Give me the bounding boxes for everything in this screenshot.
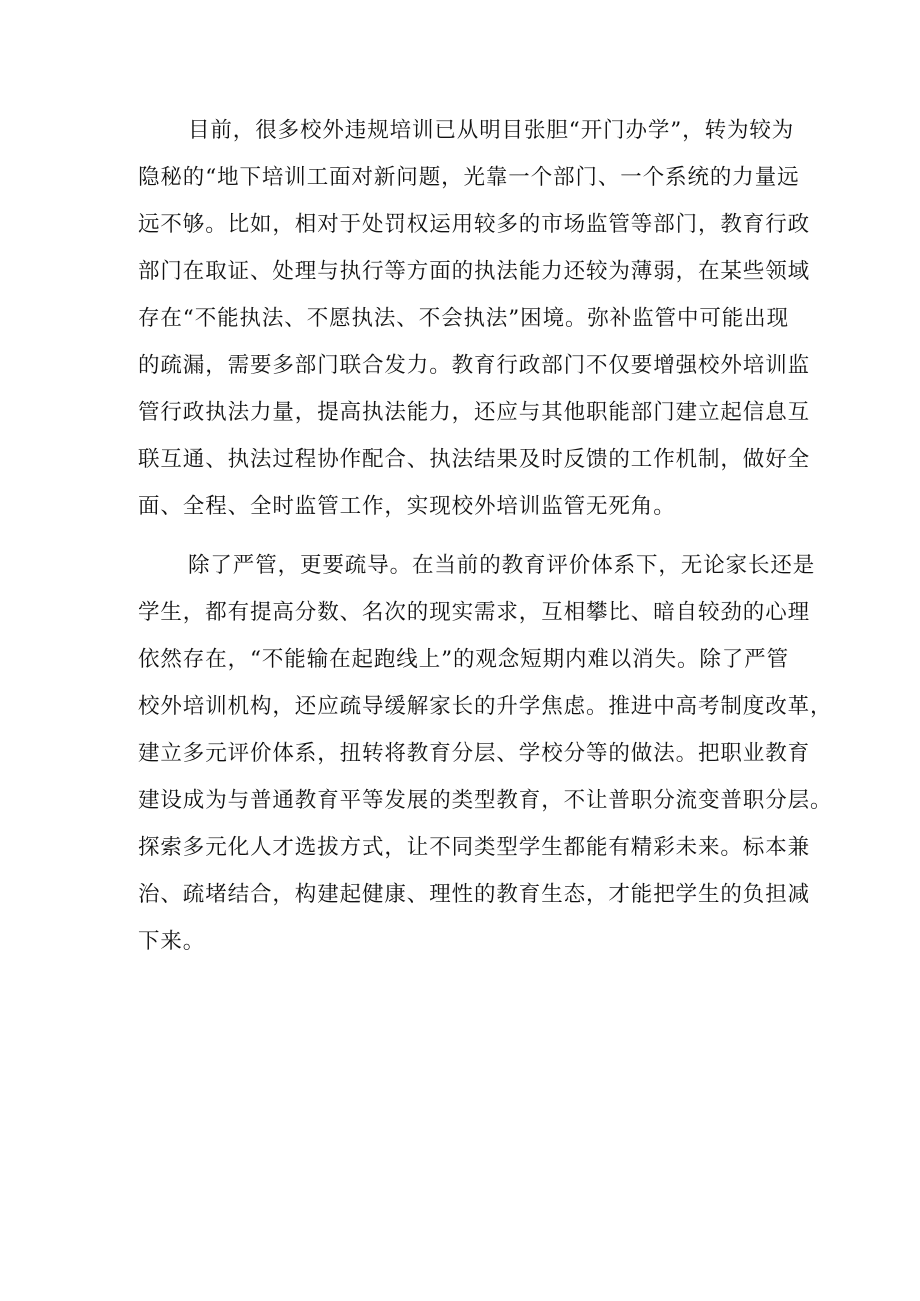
- paragraph-2-line-5: 建立多元评价体系，扭转将教育分层、学校分等的做法。把职业教育: [138, 741, 811, 766]
- paragraph-1-line-2: 隐秘的“地下培训工面对新问题，光靠一个部门、一个系统的力量远: [138, 165, 800, 190]
- paragraph-2-line-6: 建设成为与普通教育平等发展的类型教育，不让普职分流变普职分层。: [138, 788, 833, 813]
- paragraph-1-line-6: 的疏漏，需要多部门联合发力。教育行政部门不仅要增强校外培训监: [138, 353, 811, 378]
- paragraph-1-line-4: 部门在取证、处理与执行等方面的执法能力还较为薄弱，在某些领域: [138, 259, 811, 284]
- paragraph-2-line-3: 依然存在，“不能输在起跑线上”的观念短期内难以消失。除了严管: [138, 647, 789, 672]
- paragraph-2-line-4: 校外培训机构，还应疏导缓解家长的升学焦虑。推进中高考制度改革，: [138, 694, 833, 719]
- paragraph-2-line-8: 治、疏堵结合，构建起健康、理性的教育生态，才能把学生的负担减: [138, 882, 811, 907]
- paragraph-1-line-5: 存在“不能执法、不愿执法、不会执法”困境。弥补监管中可能出现: [138, 306, 789, 331]
- paragraph-1-line-8: 联互通、执法过程协作配合、执法结果及时反馈的工作机制，做好全: [138, 447, 811, 472]
- paragraph-1-line-7: 管行政执法力量，提高执法能力，还应与其他职能部门建立起信息互: [138, 400, 811, 425]
- paragraph-1-line-1: 目前，很多校外违规培训已从明目张胆“开门办学”，转为较为: [188, 118, 795, 143]
- paragraph-2-line-7: 探索多元化人才选拔方式，让不同类型学生都能有精彩未来。标本兼: [138, 835, 811, 860]
- paragraph-1-line-9: 面、全程、全时监管工作，实现校外培训监管无死角。: [138, 494, 676, 519]
- paragraph-2-line-1: 除了严管，更要疏导。在当前的教育评价体系下，无论家长还是: [188, 553, 816, 578]
- paragraph-1-line-3: 远不够。比如，相对于处罚权运用较多的市场监管等部门，教育行政: [138, 212, 811, 237]
- paragraph-2-line-9: 下来。: [138, 929, 206, 954]
- paragraph-2-line-2: 学生，都有提高分数、名次的现实需求，互相攀比、暗自较劲的心理: [138, 600, 811, 625]
